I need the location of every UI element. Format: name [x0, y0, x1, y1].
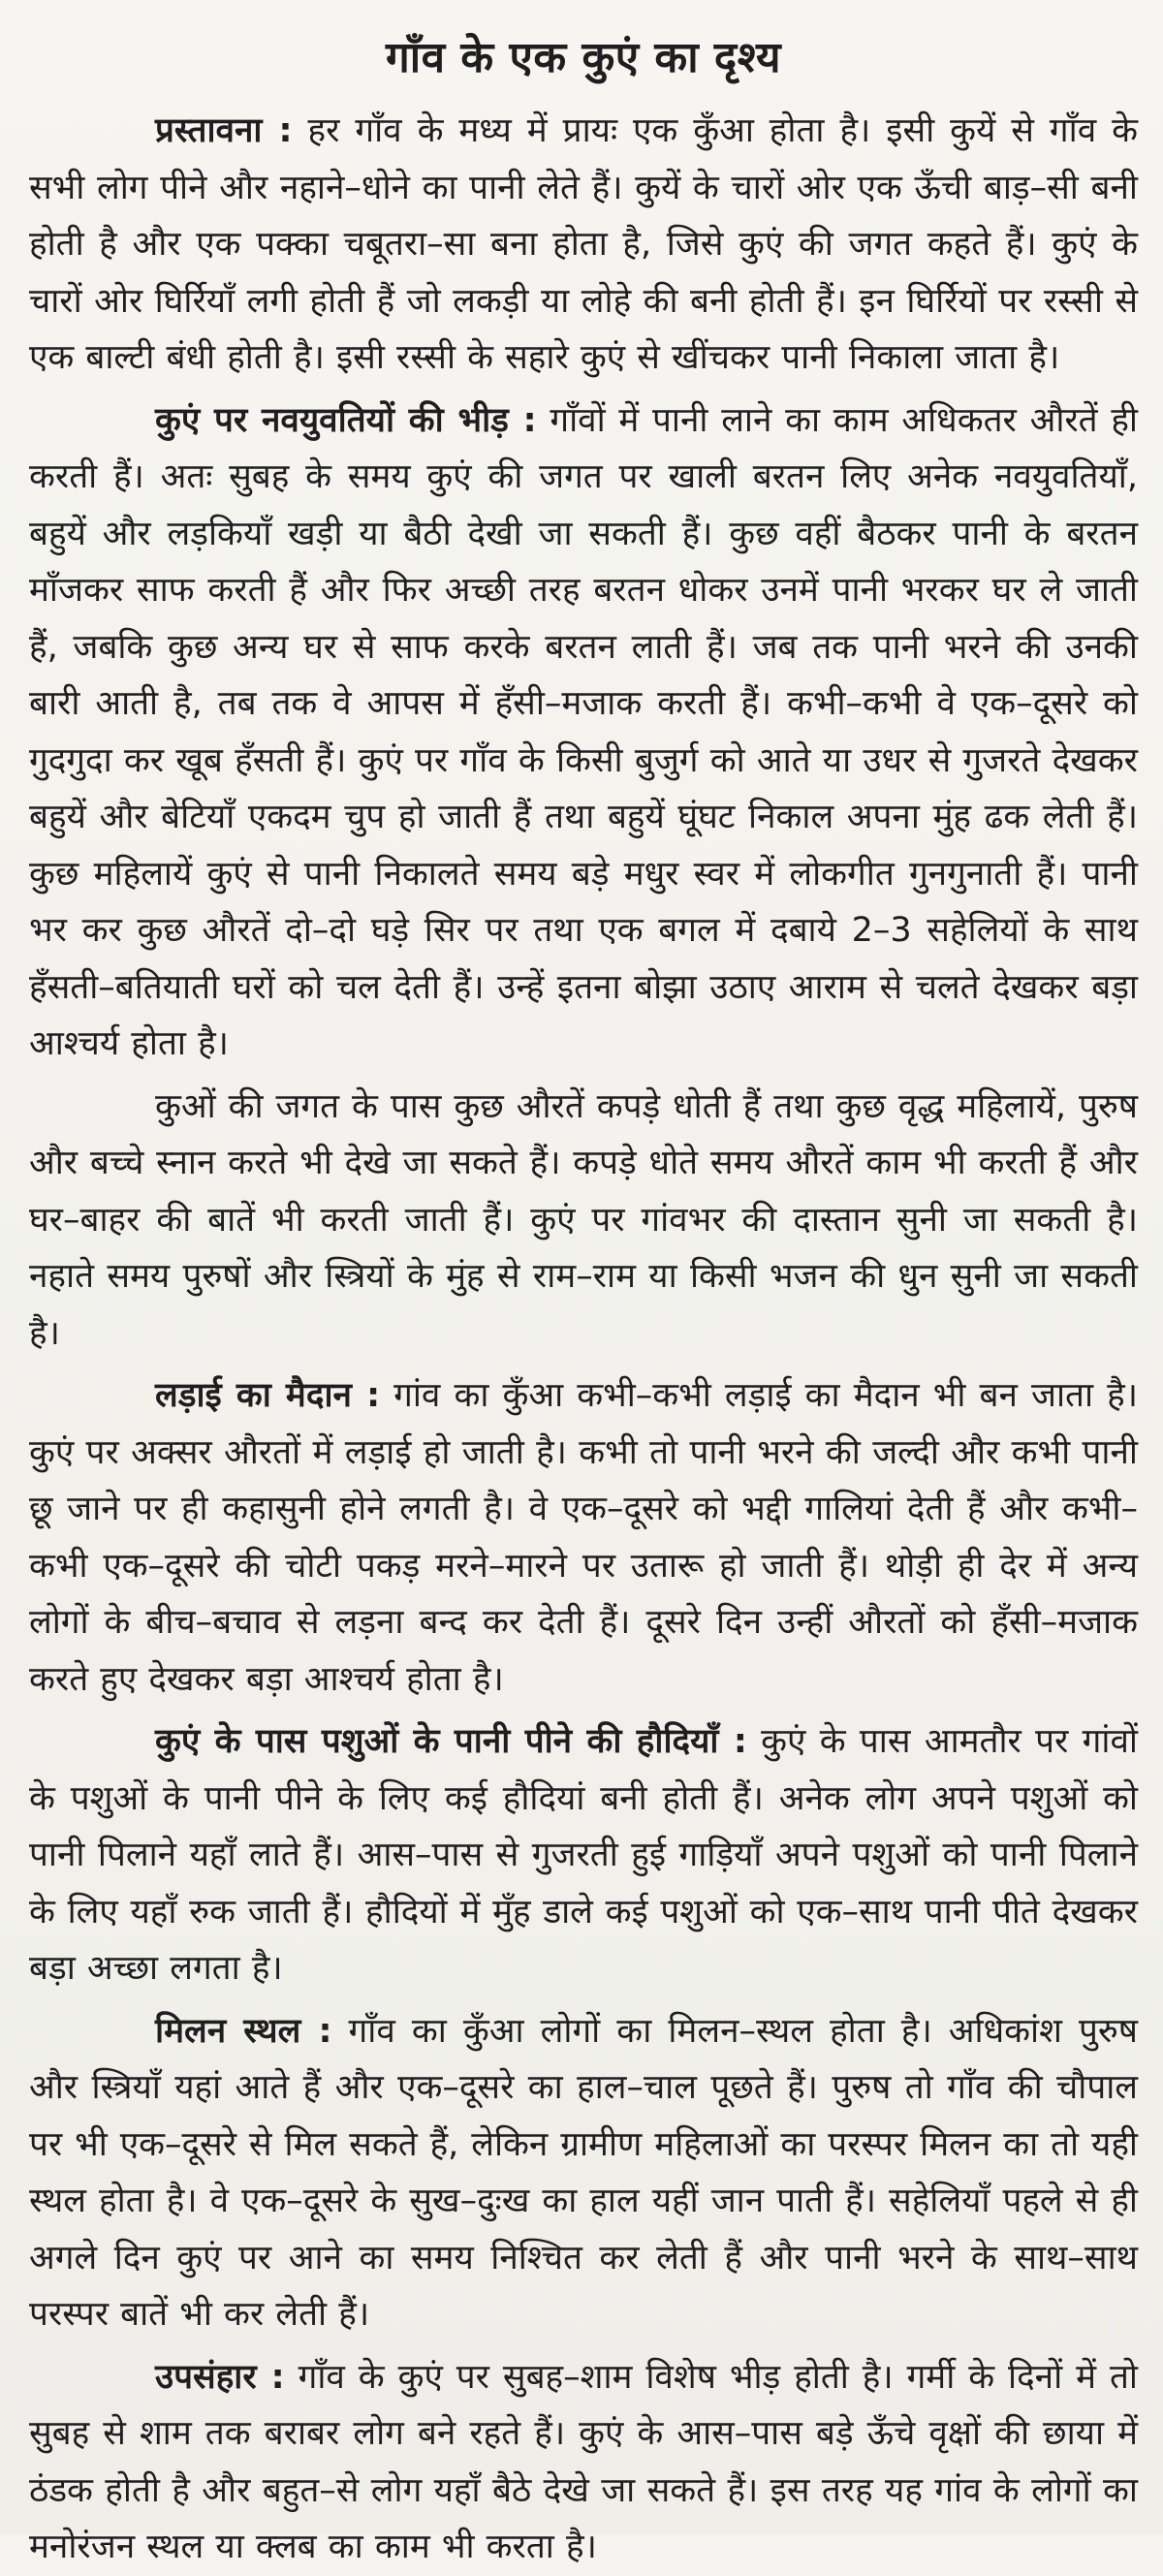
section-text: कुओं की जगत के पास कुछ औरतें कपड़े धोती हैं तथा कुछ वृद्ध महिलायें, पुरुष और बच्चे स्नान करते भी देखे जा सकते हैं। कपड़े धोते समय औरतें काम भी करती हैं और घर–बाहर की बातें भी करती जाती हैं। कुएं पर गांवभर की दास्तान सुनी जा सकती है। नहाते समय पुरुषों और स्त्रियों के मुंह से राम–राम या किसी भजन की धुन सुनी जा सकती है। [29, 1086, 1138, 1353]
section-text: कुएं के पास आमतौर पर गांवों के पशुओं के पानी पीने के लिए कई हौदियां बनी होती हैं। अनेक लोग अपने पशुओं को पानी पिलाने यहाँ लाते हैं। आस–पास से गुजरती हुई गाड़ियाँ अपने पशुओं को पानी पिलाने के लिए यहाँ रुक जाती हैं। हौदियों में मुँह डाले कई पशुओं को एक–साथ पानी पीते देखकर बड़ा अच्छा लगता है। [29, 1722, 1138, 1988]
section-animal-troughs [29, 1713, 1138, 1997]
section-heading: लड़ाई का मैदान : [155, 1376, 381, 1415]
section-battlefield [29, 1367, 1138, 1708]
section-bathing-washing [29, 1079, 1138, 1363]
essay-title: गाँव के एक कुएं का दृश्य [385, 33, 782, 82]
section-text: गाँव का कुँआ लोगों का मिलन–स्थल होता है। अधिकांश पुरुष और स्त्रियाँ यहां आते हैं और एक–दूसरे का हाल–चाल पूछते हैं। पुरुष तो गाँव की चौपाल पर भी एक–दूसरे से मिल सकते हैं, लेकिन ग्रामीण महिलाओं का परस्पर मिलन का तो यही स्थल होता है। वे एक–दूसरे के सुख–दुःख का हाल यहीं जान पाती हैं। सहेलियाँ पहले से ही अगले दिन कुएं पर आने का समय निश्चित कर लेती हैं और पानी भरने के साथ–साथ परस्पर बातें भी कर लेती हैं। [29, 2011, 1138, 2334]
section-introduction [29, 103, 1138, 387]
section-heading: प्रस्तावना : [155, 111, 293, 150]
section-heading: उपसंहार : [155, 2357, 285, 2397]
section-text: गांव का कुँआ कभी–कभी लड़ाई का मैदान भी बन जाता है। कुएं पर अक्सर औरतों में लड़ाई हो जाती है। कभी तो पानी भरने की जल्दी और कभी पानी छू जाने पर ही कहासुनी होने लगती है। वे एक–दूसरे को भद्दी गालियां देती हैं और कभी–कभी एक–दूसरे की चोटी पकड़ मरने–मारने पर उतारू हो जाती हैं। थोड़ी ही देर में अन्य लोगों के बीच–बचाव से लड़ना बन्द कर देती हैं। दूसरे दिन उन्हीं औरतों को हँसी–मजाक करते हुए देखकर बड़ा आश्चर्य होता है। [29, 1376, 1138, 1699]
section-text: गाँव के कुएं पर सुबह–शाम विशेष भीड़ होती है। गर्मी के दिनों में तो सुबह से शाम तक बराबर लोग बने रहते हैं। कुएं के आस–पास बड़े ऊँचे वृक्षों की छाया में ठंडक होती है और बहुत–से लोग यहाँ बैठे देखे जा सकते हैं। इस तरह यह गांव के लोगों का मनोरंजन स्थल या क्लब का काम भी करता है। [29, 2357, 1138, 2566]
section-text: हर गाँव के मध्य में प्रायः एक कुँआ होता है। इसी कुयें से गाँव के सभी लोग पीने और नहाने–धोने का पानी लेते हैं। कुयें के चारों ओर एक ऊँची बाड़–सी बनी होती है और एक पक्का चबूतरा–सा बना होता है, जिसे कुएं की जगत कहते हैं। कुएं के चारों ओर घिर्रियाँ लगी होती हैं जो लकड़ी या लोहे की बनी होती हैं। इन घिर्रियों पर रस्सी से एक बाल्टी बंधी होती है। इसी रस्सी के सहारे कुएं से खींचकर पानी निकाला जाता है। [29, 111, 1138, 377]
section-heading: मिलन स्थल : [155, 2011, 332, 2051]
section-text: गाँवों में पानी लाने का काम अधिकतर औरतें ही करती हैं। अतः सुबह के समय कुएं की जगत पर खाली बरतन लिए अनेक नवयुवतियाँ, बहुयें और लड़कियाँ खड़ी या बैठी देखी जा सकती हैं। कुछ वहीं बैठकर पानी के बरतन माँजकर साफ करती हैं और फिर अच्छी तरह बरतन धोकर उनमें पानी भरकर घर ले जाती हैं, जबकि कुछ अन्य घर से साफ करके बरतन लाती हैं। जब तक पानी भरने की उनकी बारी आती है, तब तक वे आपस में हँसी–मजाक करती हैं। कभी–कभी वे एक–दूसरे को गुदगुदा कर खूब हँसती हैं। कुएं पर गाँव के किसी बुजुर्ग को आते या उधर से गुजरते देखकर बहुयें और बेटियाँ एकदम चुप हो जाती हैं तथा बहुयें घूंघट निकाल अपना मुंह ढक लेती हैं। कुछ महिलायें कुएं से पानी निकालते समय बड़े मधुर स्वर में लोकगीत गुनगुनाती हैं। पानी भर कर कुछ औरतें दो–दो घड़े सिर पर तथा एक बगल में दबाये 2–3 सहेलियों के साथ हँसती–बतियाती घरों को चल देती हैं। उन्हें इतना बोझा उठाए आराम से चलते देखकर बड़ा आश्चर्य होता है। [29, 400, 1139, 1063]
section-meeting-place [29, 2003, 1138, 2343]
section-heading: कुएं पर नवयुवतियों की भीड़ : [155, 400, 537, 440]
section-conclusion [29, 2349, 1138, 2576]
section-crowd-of-young-women [29, 393, 1138, 1073]
section-heading: कुएं के पास पशुओं के पानी पीने की हौदियाँ : [155, 1722, 747, 1761]
